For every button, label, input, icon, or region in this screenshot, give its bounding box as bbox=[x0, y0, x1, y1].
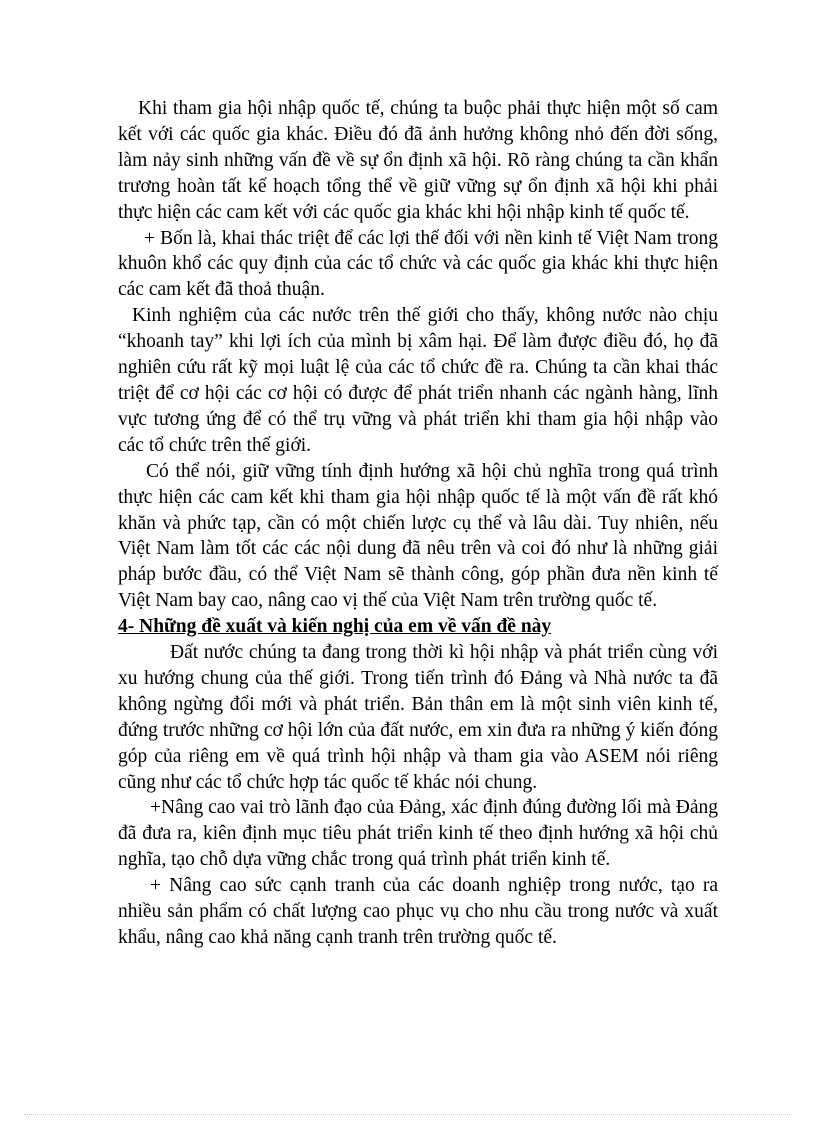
paragraph-competitiveness: + Nâng cao sức cạnh tranh của các doanh nghiệp trong nước, tạo ra nhiều sản phẩm có chất lượng cao phục vụ cho nhu cầu trong nước và xuất khẩu, nâng cao khả năng cạnh tranh trên trường quốc tế. bbox=[118, 875, 718, 948]
section-heading: 4- Những đề xuất và kiến nghị của em về vấn đề này bbox=[118, 616, 552, 638]
paragraph-integration-commitments: Khi tham gia hội nhập quốc tế, chúng ta buộc phải thực hiện một số cam kết với các quốc gia khác. Điều đó đã ảnh hưởng không nhỏ đến đời sống, làm nảy sinh những vấn đề về sự ổn định xã hội. Rõ ràng chúng ta cần khẩn trương hoàn tất kế hoạch tổng thể về giữ vững sự ổn định xã hội khi phải thực hiện các cam kết với các quốc gia khác khi hội nhập kinh tế quốc tế. bbox=[118, 98, 718, 223]
body-text bbox=[118, 96, 718, 951]
paragraph-proposal-intro: Đất nước chúng ta đang trong thời kì hội nhập và phát triển cùng với xu hướng chung của thế giới. Trong tiến trình đó Đảng và Nhà nước ta đã không ngừng đổi mới và phát triển. Bản thân em là một sinh viên kinh tế, đứng trước những cơ hội lớn của đất nước, em xin đưa ra những ý kiến đóng góp của riêng em về quá trình hội nhập và tham gia vào ASEM nói riêng cũng như các tổ chức hợp tác quốc tế khác nói chung. bbox=[118, 642, 718, 793]
paragraph-point-four: + Bốn là, khai thác triệt để các lợi thế đối với nền kinh tế Việt Nam trong khuôn khổ các quy định của các tổ chức và các quốc gia khác khi thực hiện các cam kết đã thoả thuận. bbox=[118, 227, 718, 301]
paragraph-party-leadership: +Nâng cao vai trò lãnh đạo của Đảng, xác định đúng đường lối mà Đảng đã đưa ra, kiên định mục tiêu phát triển kinh tế theo định hướng xã hội chủ nghĩa, tạo chỗ dựa vững chắc trong quá trình phát triển kinh tế. bbox=[118, 797, 718, 871]
paragraph-conclusion: Có thể nói, giữ vững tính định hướng xã hội chủ nghĩa trong quá trình thực hiện các cam kết khi tham gia hội nhập quốc tế là một vấn đề rất khó khăn và phức tạp, cần có một chiến lược cụ thể và lâu dài. Tuy nhiên, nếu Việt Nam làm tốt các các nội dung đã nêu trên và coi đó như là những giải pháp bước đầu, có thể Việt Nam sẽ thành công, góp phần đưa nền kinh tế Việt Nam bay cao, nâng cao vị thế của Việt Nam trên trường quốc tế. bbox=[118, 460, 718, 612]
paragraph-international-experience: Kinh nghiệm của các nước trên thế giới cho thấy, không nước nào chịu “khoanh tay” khi lợi ích của mình bị xâm hại. Để làm được điều đó, họ đã nghiên cứu rất kỹ mọi luật lệ của các tổ chức đề ra. Chúng ta cần khai thác triệt để cơ hội các cơ hội có được để phát triển nhanh các ngành hàng, lĩnh vực tương ứng để có thể trụ vững và phát triển khi tham gia hội nhập vào các tổ chức trên thế giới. bbox=[118, 305, 718, 456]
page-bottom-divider bbox=[24, 1114, 792, 1115]
